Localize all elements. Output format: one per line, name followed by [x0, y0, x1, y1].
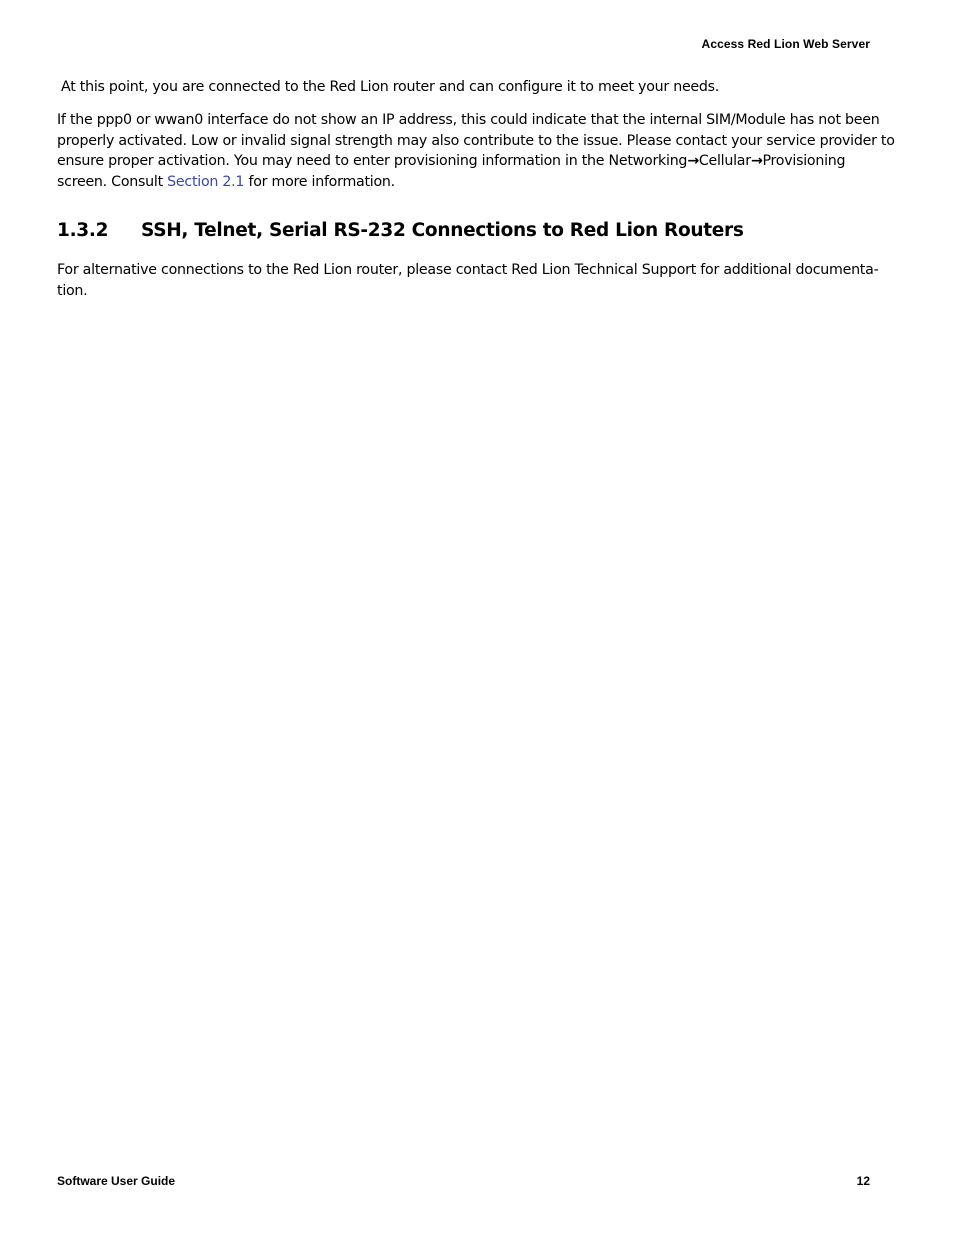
section-number: 1.3.2 — [57, 220, 109, 241]
arrow-right-icon: → — [750, 153, 763, 169]
arrow-right-icon: → — [687, 153, 699, 169]
alternative-connections-paragraph: For alternative connections to the Red Lion router, please contact Red Lion Technical Support for additional documenta-tion. — [57, 262, 879, 299]
menu-path-provisioning: Provisioning — [762, 153, 846, 169]
consult-text: screen. Consult — [57, 173, 168, 190]
more-info-text: for more information. — [244, 173, 395, 190]
footer-document-title: Software User Guide — [57, 1174, 176, 1188]
activation-text: If the ppp0 or wwan0 interface do not show an IP address, this could indicate that the internal SIM/Module has not been properly activated. Low or invalid signal strength may also contribute to the issue. Please contact your service provider to ensure proper activation. You may need to enter provisioning information in the — [57, 112, 895, 169]
activation-paragraph — [57, 110, 899, 192]
section-2-1-link[interactable]: Section 2.1 — [167, 173, 245, 190]
intro-paragraph: At this point, you are connected to the Red Lion router and can configure it to meet your needs. — [61, 79, 720, 95]
running-header: Access Red Lion Web Server — [701, 37, 870, 51]
section-heading — [57, 217, 899, 245]
menu-path-networking: Networking — [608, 153, 688, 169]
menu-path-cellular: Cellular — [698, 153, 751, 169]
section-title: SSH, Telnet, Serial RS-232 Connections to Red Lion Routers — [141, 220, 744, 241]
footer-page-number: 12 — [856, 1174, 870, 1188]
